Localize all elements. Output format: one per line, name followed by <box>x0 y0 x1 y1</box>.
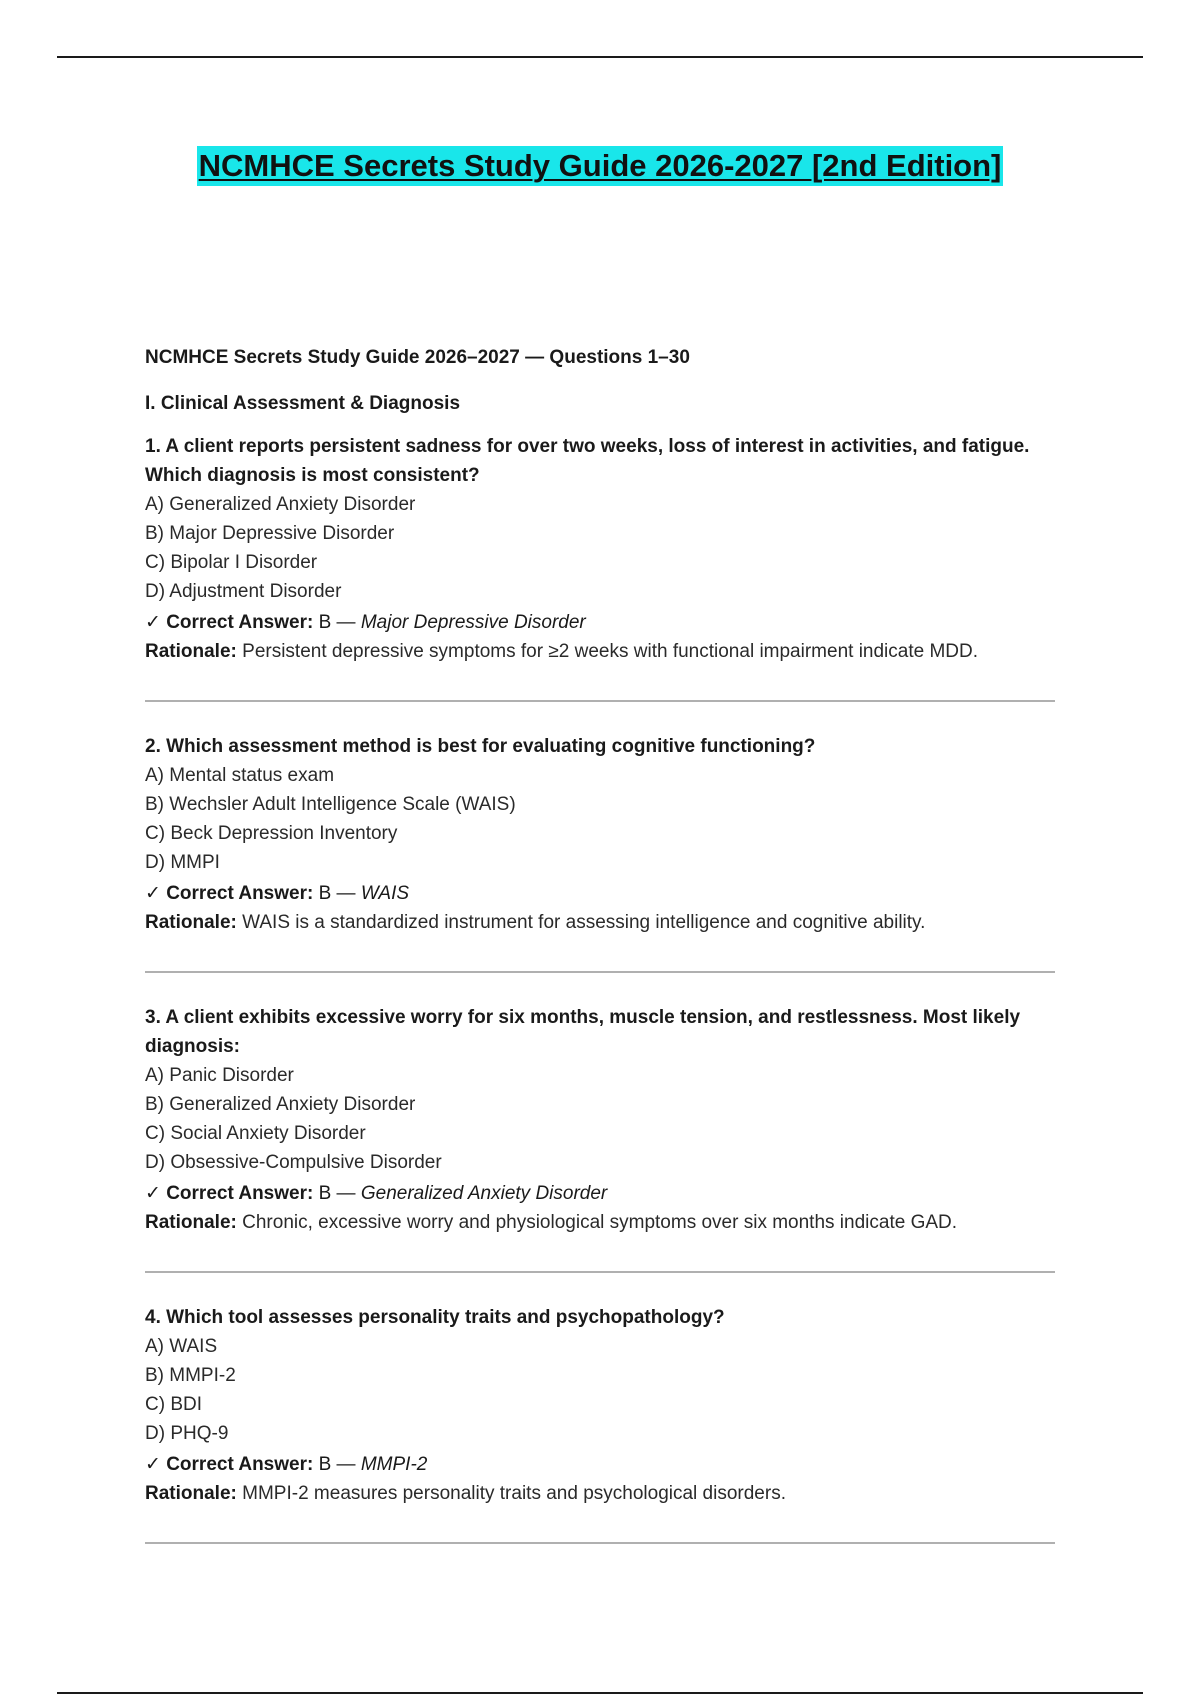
question-text: 2. Which assessment method is best for evaluating cognitive functioning? <box>145 736 816 757</box>
answer-letter: B — <box>318 612 356 633</box>
answer-label: Correct Answer: <box>166 612 314 633</box>
question-divider <box>145 1542 1055 1544</box>
rationale-label: Rationale: <box>145 1212 237 1233</box>
answer-text: Major Depressive Disorder <box>360 612 586 633</box>
option-d: D) Adjustment Disorder <box>145 581 342 602</box>
page-top-rule <box>57 56 1143 58</box>
rationale-text: WAIS is a standardized instrument for assessing intelligence and cognitive ability. <box>242 912 926 933</box>
check-icon: ✓ <box>145 612 161 633</box>
question-divider <box>145 1271 1055 1273</box>
document-title: NCMHCE Secrets Study Guide 2026-2027 [2nd Edition] <box>197 146 1004 186</box>
rationale-text: MMPI-2 measures personality traits and psychological disorders. <box>242 1483 786 1504</box>
rationale-label: Rationale: <box>145 1483 237 1504</box>
rationale-label: Rationale: <box>145 641 237 662</box>
page-bottom-rule <box>57 1692 1143 1694</box>
answer-label: Correct Answer: <box>166 1183 314 1204</box>
option-c: C) Bipolar I Disorder <box>145 552 318 573</box>
option-d: D) PHQ-9 <box>145 1423 229 1444</box>
rationale-text: Chronic, excessive worry and physiological symptoms over six months indicate GAD. <box>242 1212 958 1233</box>
question-divider <box>145 700 1055 702</box>
option-a: A) Panic Disorder <box>145 1065 294 1086</box>
rationale <box>145 1480 1055 1508</box>
option-b: B) Major Depressive Disorder <box>145 523 395 544</box>
correct-answer <box>145 1450 1055 1480</box>
correct-answer <box>145 608 1055 638</box>
option-d: D) MMPI <box>145 852 220 873</box>
document-body <box>145 344 1055 1574</box>
check-icon: ✓ <box>145 1183 161 1204</box>
answer-label: Correct Answer: <box>166 1454 314 1475</box>
option-b: B) Wechsler Adult Intelligence Scale (WAIS) <box>145 794 516 815</box>
check-icon: ✓ <box>145 1454 161 1475</box>
answer-letter: B — <box>318 1454 356 1475</box>
question-text: 1. A client reports persistent sadness for over two weeks, loss of interest in activities, and fatigue. Which diagnosis is most consistent? <box>145 436 1030 486</box>
answer-text: WAIS <box>360 883 410 904</box>
correct-answer <box>145 1179 1055 1209</box>
option-a: A) Mental status exam <box>145 765 335 786</box>
rationale-text: Persistent depressive symptoms for ≥2 weeks with functional impairment indicate MDD. <box>242 641 979 662</box>
rationale <box>145 638 1055 666</box>
option-a: A) Generalized Anxiety Disorder <box>145 494 416 515</box>
rationale <box>145 909 1055 937</box>
question-text: 3. A client exhibits excessive worry for six months, muscle tension, and restlessness. Most likely diagnosis: <box>145 1007 1021 1057</box>
answer-letter: B — <box>318 883 356 904</box>
rationale <box>145 1209 1055 1237</box>
option-a: A) WAIS <box>145 1336 218 1357</box>
answer-text: MMPI-2 <box>360 1454 428 1475</box>
question-4 <box>145 1303 1055 1508</box>
document-heading: NCMHCE Secrets Study Guide 2026–2027 — Questions 1–30 <box>145 347 690 368</box>
question-divider <box>145 971 1055 973</box>
option-b: B) MMPI-2 <box>145 1365 236 1386</box>
option-c: C) BDI <box>145 1394 202 1415</box>
option-c: C) Beck Depression Inventory <box>145 823 398 844</box>
question-3 <box>145 1003 1055 1237</box>
title-block <box>0 146 1200 186</box>
answer-label: Correct Answer: <box>166 883 314 904</box>
section-heading: I. Clinical Assessment & Diagnosis <box>145 393 461 414</box>
option-c: C) Social Anxiety Disorder <box>145 1123 366 1144</box>
option-d: D) Obsessive-Compulsive Disorder <box>145 1152 442 1173</box>
check-icon: ✓ <box>145 883 161 904</box>
option-b: B) Generalized Anxiety Disorder <box>145 1094 416 1115</box>
answer-text: Generalized Anxiety Disorder <box>360 1183 608 1204</box>
rationale-label: Rationale: <box>145 912 237 933</box>
question-text: 4. Which tool assesses personality traits and psychopathology? <box>145 1307 725 1328</box>
answer-letter: B — <box>318 1183 356 1204</box>
question-2 <box>145 732 1055 937</box>
correct-answer <box>145 879 1055 909</box>
question-1 <box>145 432 1055 666</box>
